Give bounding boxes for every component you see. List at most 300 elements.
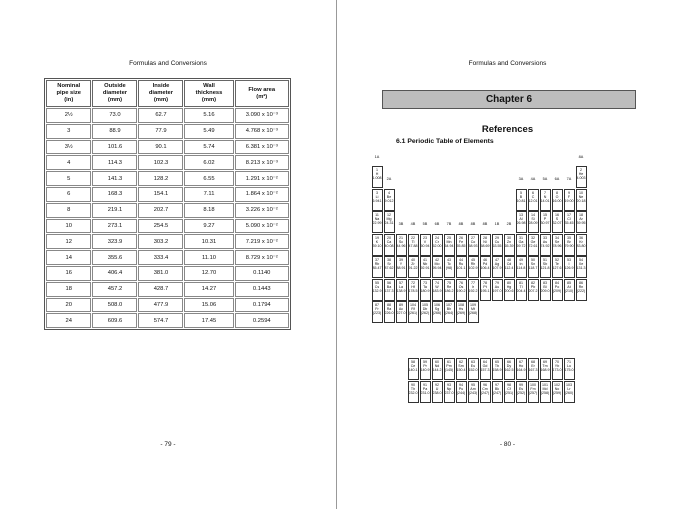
- atomic-mass: 131.3: [576, 266, 586, 271]
- atomic-number: 28: [483, 235, 487, 240]
- atomic-mass: 238.0: [432, 390, 442, 395]
- table-cell: 17.45: [184, 313, 233, 328]
- element-symbol: Sb: [542, 262, 548, 267]
- element-symbol: Fr: [375, 307, 379, 312]
- element-symbol: Ga: [518, 239, 524, 244]
- atomic-mass: 74.92: [540, 243, 550, 248]
- atomic-number: 58: [411, 360, 415, 364]
- atomic-mass: 127.6: [552, 266, 562, 271]
- table-cell: 9.27: [184, 219, 233, 234]
- element-pr: [420, 358, 431, 380]
- atomic-mass: 83.80: [576, 243, 586, 248]
- table-cell: 381.0: [138, 266, 183, 281]
- col-header-outside: Outside diameter (mm): [92, 80, 137, 107]
- atomic-number: 40: [411, 258, 415, 262]
- atomic-number: 84: [555, 280, 559, 285]
- element-symbol: Pr: [423, 364, 427, 369]
- atomic-number: 59: [423, 360, 427, 364]
- table-header-row: [46, 80, 289, 107]
- table-cell: 3: [46, 124, 91, 139]
- atomic-mass: 180.9: [420, 288, 430, 293]
- element-symbol: Cl: [567, 217, 571, 222]
- element-symbol: Ra: [386, 307, 392, 312]
- element-u: [432, 381, 443, 403]
- element-symbol: H: [375, 172, 379, 177]
- col-header-inside: Inside diameter (mm): [138, 80, 183, 107]
- atomic-mass: 44.96: [396, 243, 406, 248]
- atomic-mass: (262): [420, 311, 430, 316]
- element-al: [516, 211, 527, 233]
- element-tb: [492, 358, 503, 380]
- element-symbol: Os: [458, 284, 464, 289]
- element-symbol: Ac: [398, 307, 404, 312]
- element-ne: [576, 189, 587, 211]
- element-i: [564, 256, 575, 278]
- table-cell: 7.219 x 10⁻²: [235, 234, 289, 249]
- element-cl: [564, 211, 575, 233]
- element-po: [552, 279, 563, 301]
- element-symbol: Ba: [386, 284, 392, 289]
- element-lu: [564, 358, 575, 380]
- table-cell: 11.10: [184, 250, 233, 265]
- element-fr: [372, 301, 383, 323]
- group-label: 6B: [434, 222, 440, 227]
- atomic-number: 97: [495, 382, 499, 387]
- atomic-mass: 47.88: [408, 243, 418, 248]
- atomic-mass: 85.47: [372, 266, 382, 271]
- group-label: 8A: [578, 154, 584, 159]
- atomic-number: 75: [447, 280, 451, 285]
- element-symbol: Er: [531, 364, 535, 369]
- atomic-number: 99: [519, 382, 523, 387]
- col-header-nominal: Nominal pipe size (in): [46, 80, 91, 107]
- chapter-banner: Chapter 6: [382, 90, 636, 109]
- element-symbol: Th: [410, 386, 416, 391]
- atomic-number: 81: [519, 280, 523, 285]
- element-zn: [504, 234, 515, 256]
- atomic-number: 74: [435, 280, 439, 285]
- atomic-number: 57: [399, 280, 403, 285]
- atomic-mass: 92.91: [420, 266, 430, 271]
- element-er: [528, 358, 539, 380]
- element-symbol: Pu: [458, 386, 464, 391]
- element-v: [420, 234, 431, 256]
- element-symbol: Re: [446, 284, 452, 289]
- atomic-mass: 162.5: [504, 368, 514, 373]
- atomic-number: 54: [579, 258, 583, 262]
- table-row: [46, 187, 289, 202]
- atomic-mass: 192.2: [468, 288, 478, 293]
- group-label: 8B: [482, 222, 488, 227]
- element-symbol: Nd: [434, 364, 440, 369]
- element-symbol: Cr: [435, 239, 439, 244]
- element-symbol: Pt: [483, 284, 487, 289]
- element-symbol: Np: [446, 386, 452, 391]
- atomic-mass: (145): [444, 368, 454, 373]
- table-cell: 6.55: [184, 171, 233, 186]
- references-title: References: [481, 124, 534, 135]
- element-symbol: Sm: [458, 364, 464, 369]
- table-cell: 6: [46, 187, 91, 202]
- element-fe: [456, 234, 467, 256]
- atomic-number: 72: [411, 280, 415, 285]
- element-symbol: K: [375, 239, 379, 244]
- table-cell: 154.1: [138, 187, 183, 202]
- table-row: [46, 171, 289, 186]
- atomic-number: 3: [376, 190, 378, 195]
- atomic-number: 16: [555, 213, 559, 217]
- element-si: [528, 211, 539, 233]
- atomic-number: 37: [375, 258, 379, 262]
- group-label: 2B: [506, 222, 512, 227]
- group-label: 7B: [446, 222, 452, 227]
- element-symbol: Tm: [542, 364, 548, 369]
- atomic-mass: 24.31: [384, 221, 394, 226]
- atomic-number: 76: [459, 280, 463, 285]
- atomic-number: 34: [555, 235, 559, 240]
- atomic-number: 88: [387, 303, 391, 307]
- atomic-mass: 157.3: [480, 368, 490, 373]
- element-rh: [468, 256, 479, 278]
- atomic-number: 42: [435, 258, 439, 262]
- page-header: Formulas and Conversions: [129, 60, 207, 67]
- pipe-size-table: [44, 78, 291, 330]
- atomic-mass: 204.4: [516, 288, 526, 293]
- atomic-mass: 9.012: [384, 198, 394, 203]
- element-at: [564, 279, 575, 301]
- element-symbol: Se: [554, 239, 560, 244]
- element-as: [540, 234, 551, 256]
- element-symbol: Mt: [471, 307, 475, 312]
- atomic-mass: (260): [564, 390, 574, 395]
- atomic-mass: 190.2: [456, 288, 466, 293]
- table-cell: 15.06: [184, 298, 233, 313]
- atomic-mass: (258): [540, 390, 550, 395]
- atomic-number: 35: [567, 235, 571, 240]
- element-symbol: Kr: [579, 239, 583, 244]
- element-symbol: Cf: [507, 386, 511, 391]
- element-symbol: Ho: [518, 364, 524, 369]
- atomic-mass: (243): [468, 390, 478, 395]
- atomic-number: 98: [507, 382, 511, 387]
- atomic-mass: 158.9: [492, 368, 502, 373]
- element-symbol: B: [519, 194, 523, 199]
- table-cell: 141.3: [92, 171, 137, 186]
- atomic-mass: 227.0: [396, 311, 406, 316]
- atomic-mass: 88.91: [396, 266, 406, 271]
- atomic-number: 19: [375, 235, 379, 240]
- table-cell: 273.1: [92, 219, 137, 234]
- atomic-mass: 72.61: [528, 243, 538, 248]
- atomic-number: 38: [387, 258, 391, 262]
- element-symbol: Am: [470, 386, 476, 391]
- group-label: 4B: [410, 222, 416, 227]
- element-bh: [444, 301, 455, 323]
- atomic-mass: 140.9: [420, 368, 430, 373]
- element-symbol: Te: [555, 262, 559, 267]
- atomic-number: 10: [579, 190, 583, 195]
- atomic-mass: 138.9: [396, 288, 406, 293]
- atomic-mass: 79.90: [564, 243, 574, 248]
- element-symbol: Xe: [578, 262, 584, 267]
- element-gd: [480, 358, 491, 380]
- element-rn: [576, 279, 587, 301]
- atomic-mass: 12.01: [528, 198, 538, 203]
- atomic-mass: (261): [408, 311, 418, 316]
- element-au: [492, 279, 503, 301]
- element-symbol: Br: [567, 239, 571, 244]
- atomic-mass: 144.2: [432, 368, 442, 373]
- element-f: [564, 189, 575, 211]
- atomic-mass: (98): [445, 266, 453, 271]
- table-cell: 8.18: [184, 203, 233, 218]
- atomic-mass: 126.9: [564, 266, 574, 271]
- atomic-number: 21: [399, 235, 403, 240]
- element-symbol: Fe: [458, 239, 464, 244]
- atomic-number: 31: [519, 235, 523, 240]
- element-zr: [408, 256, 419, 278]
- atomic-mass: (252): [516, 390, 526, 395]
- table-row: [46, 250, 289, 265]
- table-cell: 16: [46, 266, 91, 281]
- atomic-mass: 6.941: [372, 198, 382, 203]
- atomic-mass: 150.4: [456, 368, 466, 373]
- atomic-number: 18: [579, 213, 583, 217]
- element-kr: [576, 234, 587, 256]
- atomic-number: 2: [580, 168, 582, 172]
- element-md: [540, 381, 551, 403]
- atomic-number: 63: [471, 360, 475, 364]
- element-symbol: Sr: [387, 262, 391, 267]
- element-symbol: Eu: [470, 364, 476, 369]
- element-symbol: Ag: [494, 262, 500, 267]
- element-pb: [528, 279, 539, 301]
- atomic-number: 89: [399, 303, 403, 307]
- element-ac: [396, 301, 407, 323]
- atomic-mass: 200.6: [504, 288, 514, 293]
- element-hf: [408, 279, 419, 301]
- table-row: [46, 298, 289, 313]
- table-cell: 355.6: [92, 250, 137, 265]
- right-page: [338, 0, 677, 509]
- element-symbol: Mg: [386, 217, 392, 222]
- atomic-mass: 164.9: [516, 368, 526, 373]
- table-cell: 2½: [46, 108, 91, 123]
- atomic-mass: 186.2: [444, 288, 454, 293]
- element-ta: [420, 279, 431, 301]
- element-os: [456, 279, 467, 301]
- atomic-mass: 63.55: [492, 243, 502, 248]
- table-row: [46, 108, 289, 123]
- element-fm: [528, 381, 539, 403]
- left-page: [0, 0, 337, 509]
- atomic-mass: 22.99: [372, 221, 382, 226]
- element-symbol: No: [554, 386, 560, 391]
- table-cell: 14: [46, 250, 91, 265]
- group-label: 3B: [398, 222, 404, 227]
- element-es: [516, 381, 527, 403]
- element-pu: [456, 381, 467, 403]
- atomic-number: 80: [507, 280, 511, 285]
- atomic-mass: (266): [432, 311, 442, 316]
- atomic-number: 8: [556, 190, 558, 195]
- table-row: [46, 266, 289, 281]
- element-sc: [396, 234, 407, 256]
- element-symbol: Tb: [494, 364, 500, 369]
- atomic-mass: 26.98: [516, 221, 526, 226]
- table-cell: 73.0: [92, 108, 137, 123]
- element-pa: [420, 381, 431, 403]
- element-na: [372, 211, 383, 233]
- element-symbol: V: [423, 239, 427, 244]
- group-label: 2A: [386, 177, 392, 182]
- table-cell: 88.9: [92, 124, 137, 139]
- element-mo: [432, 256, 443, 278]
- element-ru: [456, 256, 467, 278]
- atomic-number: 78: [483, 280, 487, 285]
- group-label: 3A: [518, 177, 524, 182]
- element-symbol: Al: [519, 217, 523, 222]
- atomic-mass: 91.22: [408, 266, 418, 271]
- element-mg: [384, 211, 395, 233]
- atomic-mass: 168.9: [540, 368, 550, 373]
- element-k: [372, 234, 383, 256]
- table-cell: 114.3: [92, 155, 137, 170]
- atomic-number: 70: [555, 360, 559, 364]
- element-symbol: Hs: [458, 307, 464, 312]
- atomic-number: 6: [532, 190, 534, 195]
- element-symbol: Ir: [471, 284, 475, 289]
- element-symbol: Cu: [494, 239, 500, 244]
- element-be: [384, 189, 395, 211]
- atomic-number: 26: [459, 235, 463, 240]
- table-cell: 10: [46, 219, 91, 234]
- table-cell: 8.729 x 10⁻²: [235, 250, 289, 265]
- element-symbol: Bh: [446, 307, 452, 312]
- atomic-mass: (223): [372, 311, 382, 316]
- table-cell: 5.16: [184, 108, 233, 123]
- atomic-number: 27: [471, 235, 475, 240]
- element-o: [552, 189, 563, 211]
- atomic-number: 105: [422, 303, 428, 307]
- atomic-mass: 16.00: [552, 198, 562, 203]
- atomic-number: 7: [544, 190, 546, 195]
- atomic-number: 15: [543, 213, 547, 217]
- table-cell: 202.7: [138, 203, 183, 218]
- table-cell: 574.7: [138, 313, 183, 328]
- atomic-number: 48: [507, 258, 511, 262]
- element-symbol: In: [519, 262, 523, 267]
- atomic-mass: 106.4: [480, 266, 490, 271]
- atomic-mass: 231.0: [420, 390, 430, 395]
- element-cm: [480, 381, 491, 403]
- element-symbol: Nb: [422, 262, 428, 267]
- element-symbol: Rf: [411, 307, 415, 312]
- atomic-mass: (244): [456, 390, 466, 395]
- atomic-mass: 114.8: [516, 266, 526, 271]
- atomic-number: 87: [375, 303, 379, 307]
- atomic-mass: 19.00: [564, 198, 574, 203]
- atomic-mass: 78.96: [552, 243, 562, 248]
- table-cell: 128.2: [138, 171, 183, 186]
- element-symbol: Zr: [411, 262, 415, 267]
- element-symbol: Au: [494, 284, 500, 289]
- atomic-mass: 39.10: [372, 243, 382, 248]
- table-cell: 24: [46, 313, 91, 328]
- atomic-mass: 137.3: [384, 288, 394, 293]
- atomic-number: 107: [446, 303, 452, 307]
- atomic-number: 86: [579, 280, 583, 285]
- element-in: [516, 256, 527, 278]
- atomic-number: 62: [459, 360, 463, 364]
- atomic-number: 5: [520, 190, 522, 195]
- atomic-number: 33: [543, 235, 547, 240]
- atomic-number: 100: [530, 382, 536, 387]
- element-bk: [492, 381, 503, 403]
- element-se: [552, 234, 563, 256]
- page-number: - 80 -: [499, 441, 516, 448]
- element-symbol: Ta: [423, 284, 427, 289]
- table-cell: 5.49: [184, 124, 233, 139]
- table-cell: 508.0: [92, 298, 137, 313]
- atomic-number: 20: [387, 235, 391, 240]
- atomic-mass: 52.00: [432, 243, 442, 248]
- atomic-number: 66: [507, 360, 511, 364]
- atomic-mass: 118.7: [528, 266, 538, 271]
- atomic-mass: 35.45: [564, 221, 574, 226]
- element-pm: [444, 358, 455, 380]
- col-header-flow-area: Flow area (m²): [235, 80, 289, 107]
- group-label: 5A: [542, 177, 548, 182]
- group-label: 8B: [458, 222, 464, 227]
- element-symbol: Ru: [458, 262, 464, 267]
- atomic-mass: 132.9: [372, 288, 382, 293]
- atomic-mass: 65.39: [504, 243, 514, 248]
- atomic-mass: 95.94: [432, 266, 442, 271]
- element-symbol: Y: [399, 262, 403, 267]
- element-symbol: Pa: [422, 386, 428, 391]
- element-symbol: Zn: [506, 239, 512, 244]
- element-symbol: Sn: [530, 262, 536, 267]
- table-cell: 428.7: [138, 282, 183, 297]
- table-cell: 101.6: [92, 140, 137, 155]
- atomic-number: 49: [519, 258, 523, 262]
- table-cell: 3.226 x 10⁻²: [235, 203, 289, 218]
- atomic-number: 102: [554, 382, 560, 387]
- element-symbol: Ca: [386, 239, 392, 244]
- element-symbol: As: [542, 239, 548, 244]
- element-symbol: P: [543, 217, 547, 222]
- page-number: - 79 -: [160, 441, 176, 448]
- element-symbol: Rh: [470, 262, 476, 267]
- table-cell: 10.31: [184, 234, 233, 249]
- element-symbol: Mn: [446, 239, 452, 244]
- atomic-mass: 40.08: [384, 243, 394, 248]
- atomic-mass: 4.003: [576, 176, 586, 181]
- atomic-mass: 58.69: [480, 243, 490, 248]
- atomic-number: 17: [567, 213, 571, 217]
- atomic-number: 25: [447, 235, 451, 240]
- table-cell: 4: [46, 155, 91, 170]
- element-co: [468, 234, 479, 256]
- group-label: 1A: [374, 154, 380, 159]
- table-cell: 0.1794: [235, 298, 289, 313]
- atomic-number: 104: [410, 303, 416, 307]
- element-mt: [468, 301, 479, 323]
- element-tc: [444, 256, 455, 278]
- atomic-number: 103: [566, 382, 572, 387]
- element-symbol: He: [578, 172, 584, 177]
